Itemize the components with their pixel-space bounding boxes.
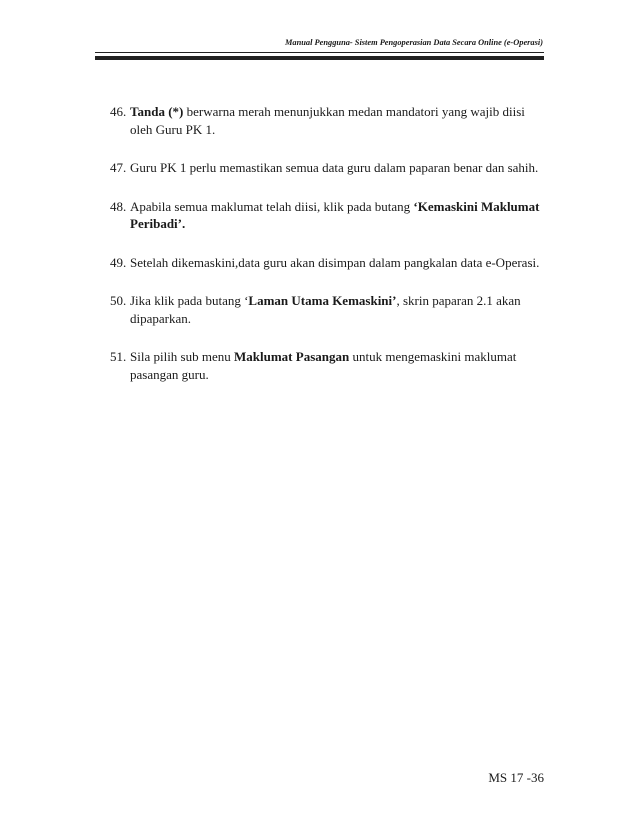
header-title: Manual Pengguna- Sistem Pengoperasian Data Secara Online (e-Operasi) — [284, 38, 543, 47]
item-text-suffix: , skrin paparan 2.1 akan dipaparkan. — [130, 293, 521, 326]
item-text: Apabila semua maklumat telah diisi, klik pada butang — [130, 198, 414, 214]
item-number: 49. — [110, 254, 127, 270]
item-text-suffix: untuk mengemaskini maklumat pasangan guru. — [130, 349, 517, 382]
item-text: berwarna merah menunjukkan medan mandatori yang wajib diisi oleh Guru PK 1. — [130, 104, 525, 137]
item-bold-text: Laman Utama Kemaskini’ — [248, 293, 397, 308]
header-rule-thin — [95, 52, 544, 53]
list-item-51 — [110, 348, 550, 383]
instruction-list — [110, 103, 550, 404]
page-number: MS 17 -36 — [488, 770, 544, 785]
item-bold-text: ‘Kemaskini Maklumat Peribadi’. — [130, 198, 540, 231]
list-item-46 — [110, 103, 550, 138]
list-item-50 — [110, 292, 550, 327]
item-number: 51. — [110, 349, 127, 364]
list-item-47 — [110, 159, 550, 177]
item-text: Sila pilih sub menu — [130, 349, 234, 364]
item-number: 47. — [110, 160, 127, 175]
item-text: Jika klik pada butang ‘ — [130, 293, 249, 308]
item-text: Setelah dikemaskini,data guru akan disimpan dalam pangkalan data e-Operasi. — [130, 254, 540, 270]
header-rule-thick — [95, 56, 544, 60]
item-bold-text: Tanda (*) — [130, 104, 184, 119]
list-item-49 — [110, 254, 550, 272]
item-number: 50. — [110, 293, 127, 308]
list-item-48 — [110, 198, 550, 233]
item-number: 48. — [110, 198, 127, 214]
item-number: 46. — [110, 104, 127, 119]
item-text: Guru PK 1 perlu memastikan semua data guru dalam paparan benar dan sahih. — [130, 160, 539, 175]
item-bold-text: Maklumat Pasangan — [234, 349, 350, 364]
